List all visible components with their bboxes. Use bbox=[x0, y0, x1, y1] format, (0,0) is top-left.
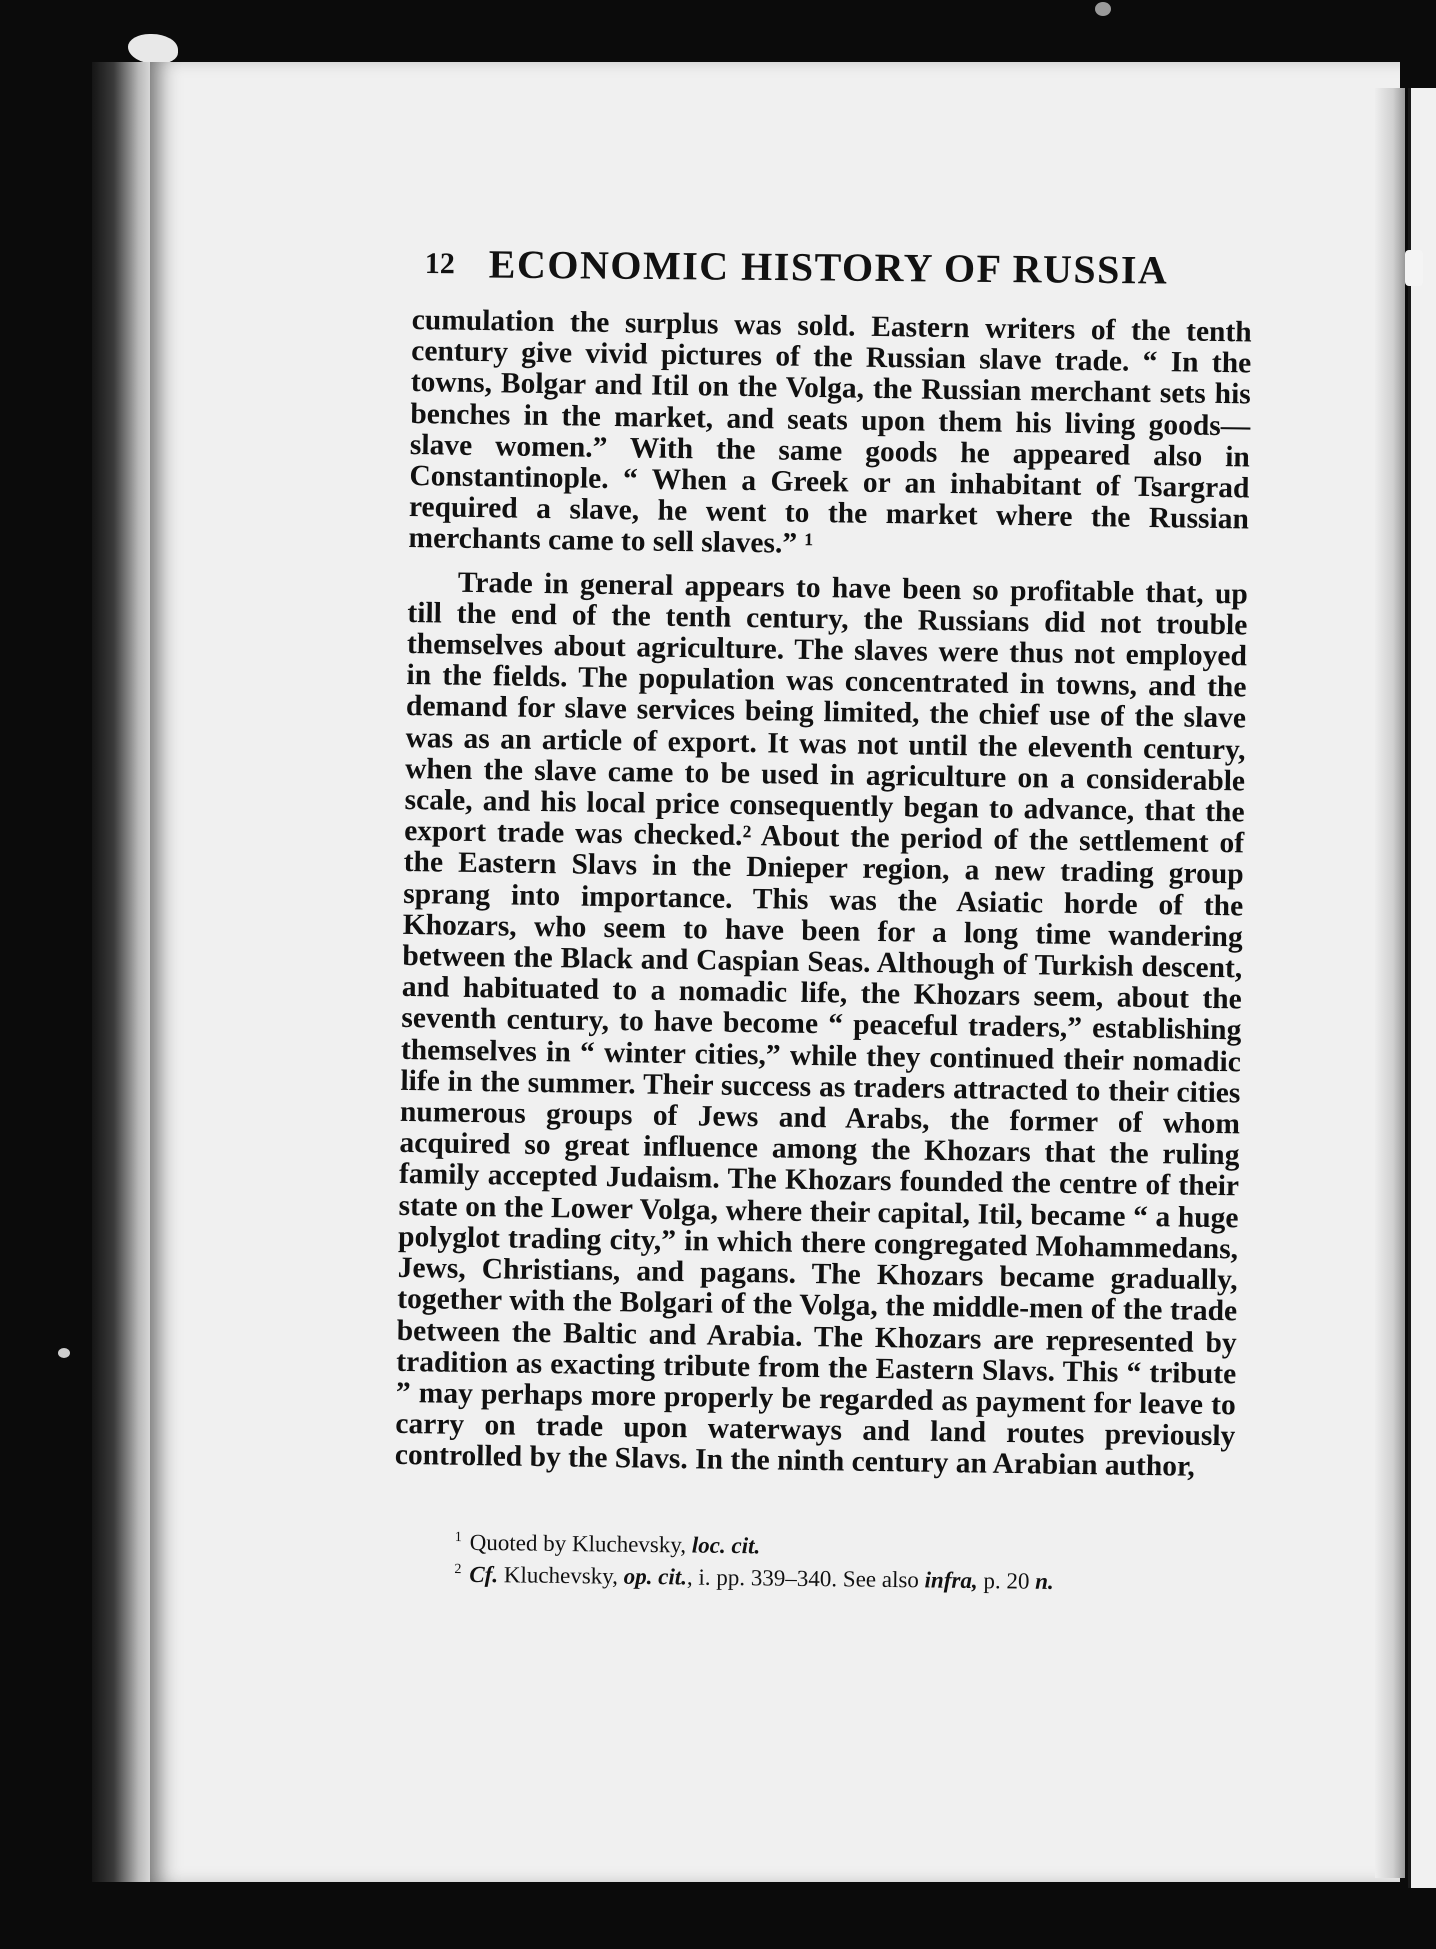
footnote-text: , i. pp. 339–340. See also bbox=[686, 1564, 925, 1593]
scan-speck bbox=[58, 1348, 70, 1358]
footnote-text: p. 20 bbox=[977, 1567, 1036, 1594]
footnote-italic: Cf. bbox=[469, 1561, 499, 1587]
footnote-italic: infra, bbox=[924, 1567, 978, 1593]
footnote-text: Quoted by Kluchevsky, bbox=[469, 1529, 693, 1558]
footnote-mark: 1 bbox=[454, 1529, 462, 1546]
book-spine-shadow bbox=[92, 62, 154, 1882]
facing-page-edge bbox=[1408, 88, 1436, 1888]
footnotes bbox=[454, 1524, 1215, 1597]
body-text bbox=[395, 305, 1252, 1484]
paragraph: cumulation the surplus was sold. Eastern writers of the tenth century give vivid pictures of the Russian slave trade. “ In the towns, Bolgar and Itil on the Volga, the Russian merchant sets his benches in the market, and seats upon them his living goods—slave women.” With the same goods he appeared also in Constantinople. “ When a Greek or an inhabitant of Tsargrad required a slave, he went to the market where the Russian merchants came to sell slaves.” ¹ bbox=[408, 304, 1252, 561]
running-head bbox=[424, 240, 1184, 307]
footnote-italic: loc. cit. bbox=[691, 1532, 761, 1559]
footnote-mark: 2 bbox=[454, 1561, 462, 1577]
footnote-text: Kluchevsky, bbox=[497, 1561, 624, 1589]
page-number: 12 bbox=[424, 246, 455, 280]
footnote-italic: op. cit. bbox=[623, 1563, 688, 1590]
footnote-italic: n. bbox=[1035, 1568, 1054, 1594]
scan-speck bbox=[1095, 2, 1111, 16]
page-right-gutter bbox=[1375, 88, 1405, 1878]
paragraph: Trade in general appears to have been so profitable that, up till the end of the tenth century, the Russians did not trouble themselves about agriculture. The slaves were thus not employed in the fields. The population was concentrated in towns, and the demand for slave services being limited, the chief use of the slave was as an article of export. It was not until the eleventh century, when the slave came to be used in agriculture on a considerable scale, and his local price consequently began to advance, that the export trade was checked.² About the period of the settlement of the Eastern Slavs in the Dnieper region, a new trading group sprang into importance. This was the Asiatic horde of the Khozars, who seem to have been for a long time wandering between the Black and Caspian Seas. Although of Turkish descent, and habituated to a nomadic life, the Khozars seem, about the seventh century, to have become “ peaceful traders,” establishing themselves in “ winter cities,” while they continued their nomadic life in the summer. Their success as traders attracted to their cities numerous groups of Jews and Arabs, the former of whom acquired so great influence among the Khozars that the ruling family accepted Judaism. The Khozars founded the centre of their state on the Lower Volga, where their capital, Itil, became “ a huge polyglot trading city,” in which there congregated Mohammedans, Jews, Christians, and pagans. The Khozars became gradually, together with the Bolgari of the Volga, the middle-men of the trade between the Baltic and Arabia. The Khozars are represented by tradition as exacting tribute from the Eastern Slavs. This “ tribute ” may perhaps more properly be regarded as payment for leave to carry on trade upon waterways and land routes previously controlled by the Slavs. In the ninth century an Arabian author, bbox=[394, 566, 1249, 1484]
page-edge-notch bbox=[1405, 250, 1423, 286]
running-title: ECONOMIC HISTORY OF RUSSIA bbox=[488, 241, 1169, 293]
